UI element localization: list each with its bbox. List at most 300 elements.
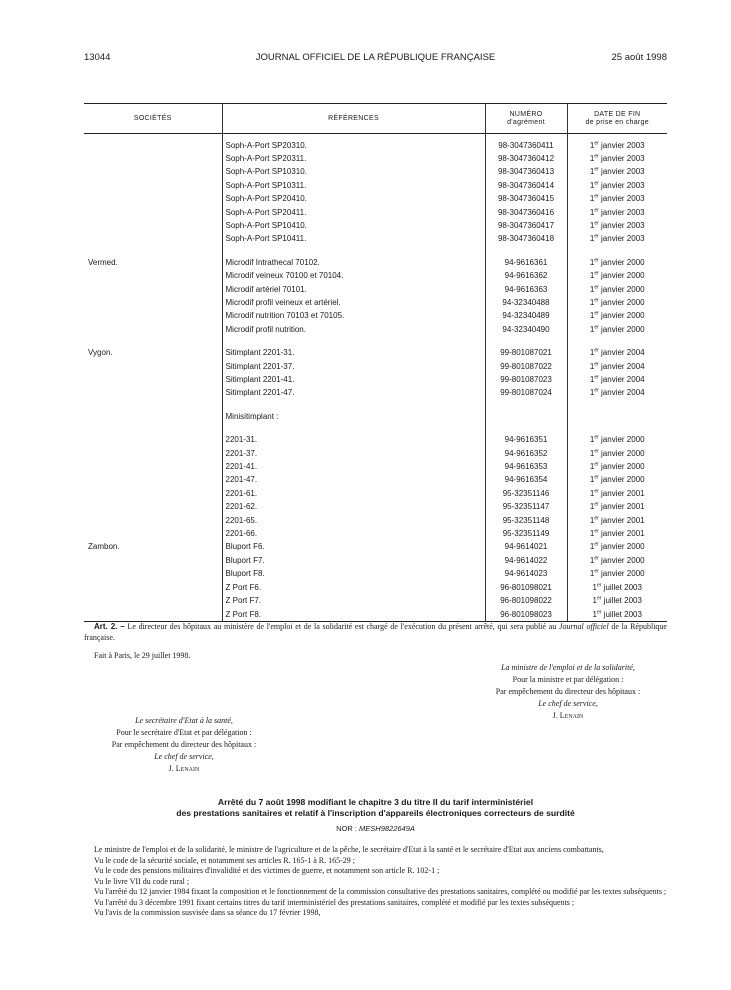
date-rest: janvier 2000 <box>598 271 645 281</box>
reference-cell: Soph-A-Port SP10411. <box>222 232 485 245</box>
date-rest: janvier 2000 <box>598 448 645 458</box>
date-fin-cell <box>567 487 667 500</box>
date-ordinal: er <box>594 166 599 173</box>
date-day: 1 <box>589 475 595 485</box>
reference-cell: 2201-37. <box>222 447 485 460</box>
numero-cell: 94-9614023 <box>485 567 567 580</box>
societe-cell <box>84 527 222 540</box>
date-fin-cell <box>567 594 667 607</box>
date-fin-cell <box>567 179 667 192</box>
table-row <box>84 232 667 245</box>
date-day: 1 <box>589 271 595 281</box>
societe-cell <box>84 283 222 296</box>
date-rest: janvier 2000 <box>598 569 645 579</box>
reference-cell: Microdif profil veineux et artériel. <box>222 296 485 309</box>
numero-cell: 94-9616354 <box>485 473 567 486</box>
date-rest: janvier 2003 <box>598 140 645 150</box>
decree-paragraph: Le ministre de l'emploi et de la solidarité, le ministre de l'agriculture et de la pêche, le secrétaire d'Etat à la santé et le secrétaire d'Etat aux anciens combattants, <box>94 845 604 854</box>
reference-cell: Sitimplant 2201-41. <box>222 373 485 386</box>
date-fin-cell <box>567 540 667 553</box>
table-row <box>84 433 667 446</box>
date-day: 1 <box>589 234 595 244</box>
date-fin-cell <box>567 269 667 282</box>
date-ordinal: er <box>597 582 602 589</box>
numero-cell: 94-32340488 <box>485 296 567 309</box>
date-day: 1 <box>589 167 595 177</box>
date-ordinal: er <box>594 324 599 331</box>
date-fin-cell <box>567 500 667 513</box>
date-day: 1 <box>589 257 595 267</box>
date-day: 1 <box>589 529 595 539</box>
signature-minister <box>458 662 678 722</box>
societe-cell <box>84 473 222 486</box>
date-ordinal: er <box>594 283 599 290</box>
date-rest: janvier 2003 <box>598 234 645 244</box>
numero-cell: 96-801098023 <box>485 608 567 622</box>
reference-cell: Soph-A-Port SP10410. <box>222 219 485 232</box>
societe-cell <box>84 608 222 622</box>
table-row <box>84 594 667 607</box>
table-row <box>84 554 667 567</box>
numero-cell: 94-9616361 <box>485 256 567 269</box>
societe-cell: Vermed. <box>88 257 118 267</box>
date-fin-cell <box>567 581 667 594</box>
numero-cell: 98-3047360416 <box>485 206 567 219</box>
date-day: 1 <box>589 348 595 358</box>
signature-secretary-name: J. Lenain <box>168 764 200 773</box>
table-row <box>84 139 667 152</box>
table-row <box>84 309 667 322</box>
numero-cell: 94-32340490 <box>485 323 567 336</box>
date-day: 1 <box>592 582 597 592</box>
reference-cell: Soph-A-Port SP20311. <box>222 152 485 165</box>
date-day: 1 <box>589 388 595 398</box>
date-rest: janvier 2001 <box>598 515 645 525</box>
societe-cell <box>84 219 222 232</box>
table-row <box>84 206 667 219</box>
table-row <box>84 527 667 540</box>
societe-cell <box>84 309 222 322</box>
date-rest: janvier 2001 <box>598 488 645 498</box>
date-day: 1 <box>589 297 595 307</box>
reference-cell: 2201-65. <box>222 514 485 527</box>
date-ordinal: er <box>594 310 599 317</box>
header-societes: SOCIÉTÉS <box>84 104 222 134</box>
date-day: 1 <box>589 569 595 579</box>
journal-title: JOURNAL OFFICIEL DE LA RÉPUBLIQUE FRANÇAISE <box>255 52 496 63</box>
table-row <box>84 256 667 269</box>
table-body <box>84 134 667 622</box>
signature-minister-empechement: Par empêchement du directeur des hôpitaux : <box>495 687 641 696</box>
date-rest: janvier 2000 <box>598 542 645 552</box>
date-day: 1 <box>589 488 595 498</box>
signature-minister-chef: Le chef de service, <box>538 699 598 708</box>
reference-cell: Z Port F8. <box>222 608 485 622</box>
date-fin-cell <box>567 373 667 386</box>
reference-cell: Bluport F8. <box>222 567 485 580</box>
reference-cell: Microdif profil nutrition. <box>222 323 485 336</box>
numero-cell: 98-3047360411 <box>485 139 567 152</box>
date-rest: juillet 2003 <box>601 582 642 592</box>
reference-cell: Sitimplant 2201-47. <box>222 386 485 399</box>
societe-cell <box>84 232 222 245</box>
date-rest: juillet 2003 <box>601 609 642 619</box>
societe-cell <box>84 487 222 500</box>
date-rest: janvier 2000 <box>598 311 645 321</box>
societe-cell <box>84 460 222 473</box>
date-fin-cell <box>567 346 667 359</box>
table-row <box>84 360 667 373</box>
date-rest: janvier 2004 <box>598 348 645 358</box>
date-ordinal: er <box>594 233 599 240</box>
date-fin-cell <box>567 139 667 152</box>
date-day: 1 <box>589 311 595 321</box>
date-ordinal: er <box>594 528 599 535</box>
numero-cell: 94-9616353 <box>485 460 567 473</box>
numero-cell: 96-801098022 <box>485 594 567 607</box>
date-ordinal: er <box>594 270 599 277</box>
date-day: 1 <box>589 435 595 445</box>
reference-cell: 2201-47. <box>222 473 485 486</box>
table-row <box>84 473 667 486</box>
signature-secretary-empechement: Par empêchement du directeur des hôpitaux : <box>111 740 257 749</box>
table-row <box>84 447 667 460</box>
reference-cell: 2201-31. <box>222 433 485 446</box>
decree-title-line1: Arrêté du 7 août 1998 modifiant le chapitre 3 du titre II du tarif interministériel <box>217 797 534 807</box>
numero-cell <box>485 410 567 423</box>
decree-paragraph: Vu le livre VII du code rural ; <box>94 876 190 886</box>
societe-cell <box>84 500 222 513</box>
reference-cell: Soph-A-Port SP10310. <box>222 165 485 178</box>
table-row <box>84 323 667 336</box>
table-row <box>84 608 667 622</box>
date-fin-cell <box>567 165 667 178</box>
date-fin-cell <box>567 296 667 309</box>
reference-cell: 2201-61. <box>222 487 485 500</box>
date-rest: janvier 2003 <box>598 207 645 217</box>
date-ordinal: er <box>594 555 599 562</box>
table-row <box>84 165 667 178</box>
societe-cell <box>84 514 222 527</box>
date-day: 1 <box>589 324 595 334</box>
date-day: 1 <box>589 220 595 230</box>
approval-table <box>84 103 667 622</box>
date-fin-cell <box>567 192 667 205</box>
date-rest: janvier 2000 <box>598 257 645 267</box>
date-rest: janvier 2000 <box>598 284 645 294</box>
date-fin-cell <box>567 206 667 219</box>
societe-cell <box>84 179 222 192</box>
societe-cell <box>84 447 222 460</box>
signature-secretary-title: Le secrétaire d'Etat à la santé, <box>135 716 233 725</box>
table-row <box>84 152 667 165</box>
societe-cell <box>84 373 222 386</box>
reference-cell: Microdif Intrathecal 70102. <box>222 256 485 269</box>
reference-cell: Microdif veineux 70100 et 70104. <box>222 269 485 282</box>
table-row <box>84 346 667 359</box>
date-ordinal: er <box>594 501 599 508</box>
societe-cell <box>84 360 222 373</box>
date-day: 1 <box>589 207 595 217</box>
numero-cell: 95-32351146 <box>485 487 567 500</box>
signature-secretary-chef: Le chef de service, <box>154 752 214 761</box>
societe-cell <box>84 581 222 594</box>
date-rest: janvier 2000 <box>598 475 645 485</box>
date-day: 1 <box>589 140 595 150</box>
date-ordinal: er <box>594 257 599 264</box>
numero-cell: 98-3047360413 <box>485 165 567 178</box>
reference-cell: 2201-41. <box>222 460 485 473</box>
date-ordinal: er <box>594 447 599 454</box>
date-fin-cell <box>567 608 667 622</box>
issue-date: 25 août 1998 <box>611 52 667 63</box>
table-row <box>84 283 667 296</box>
numero-cell: 94-32340489 <box>485 309 567 322</box>
date-rest: janvier 2001 <box>598 502 645 512</box>
societe-cell <box>84 410 222 423</box>
table-spacer-row <box>84 400 667 410</box>
reference-cell: Sitimplant 2201-37. <box>222 360 485 373</box>
header-references: RÉFÉRENCES <box>222 104 485 134</box>
date-fin-cell <box>567 447 667 460</box>
societe-cell <box>84 554 222 567</box>
date-ordinal: er <box>594 139 599 146</box>
table-row <box>84 179 667 192</box>
date-fin-cell <box>567 360 667 373</box>
numero-cell: 99-801087021 <box>485 346 567 359</box>
header-date-fin: DATE DE FIN de prise en charge <box>567 104 667 134</box>
date-day: 1 <box>589 502 595 512</box>
date-day: 1 <box>589 542 595 552</box>
date-ordinal: er <box>594 474 599 481</box>
date-ordinal: er <box>594 374 599 381</box>
article-2-journal: Journal officiel <box>558 622 609 631</box>
reference-cell: Z Port F6. <box>222 581 485 594</box>
date-rest: janvier 2003 <box>598 167 645 177</box>
date-rest: janvier 2003 <box>598 220 645 230</box>
societe-cell <box>84 269 222 282</box>
date-day: 1 <box>592 596 597 606</box>
date-day: 1 <box>592 609 597 619</box>
date-fin-cell <box>567 283 667 296</box>
date-fin-cell <box>567 323 667 336</box>
date-fin-cell <box>567 554 667 567</box>
date-day: 1 <box>589 448 595 458</box>
nor-label: NOR : <box>336 824 357 833</box>
date-day: 1 <box>589 180 595 190</box>
date-ordinal: er <box>594 347 599 354</box>
page-number: 13044 <box>84 52 111 63</box>
signature-secretary-delegation: Pour le secrétaire d'Etat et par délégation : <box>116 728 252 737</box>
article-2-label: Art. 2. – <box>94 622 125 631</box>
reference-cell: Soph-A-Port SP20310. <box>222 139 485 152</box>
numero-cell: 94-9616363 <box>485 283 567 296</box>
societe-cell: Zambon. <box>88 542 120 552</box>
date-fin-cell <box>567 460 667 473</box>
table-spacer-row <box>84 423 667 433</box>
societe-cell <box>84 206 222 219</box>
date-fin-cell <box>567 152 667 165</box>
date-fin-cell <box>567 433 667 446</box>
date-ordinal: er <box>594 515 599 521</box>
reference-cell: 2201-62. <box>222 500 485 513</box>
societe-cell <box>84 433 222 446</box>
reference-cell: Sitimplant 2201-31. <box>222 346 485 359</box>
date-day: 1 <box>589 284 595 294</box>
date-rest: janvier 2003 <box>598 194 645 204</box>
numero-cell: 94-9616352 <box>485 447 567 460</box>
nor-reference <box>84 824 667 833</box>
table-row <box>84 487 667 500</box>
date-ordinal: er <box>594 180 599 187</box>
date-day: 1 <box>589 375 595 384</box>
numero-cell: 94-9616362 <box>485 269 567 282</box>
date-ordinal: er <box>594 387 599 394</box>
date-day: 1 <box>589 153 595 163</box>
societe-cell: Vygon. <box>88 348 113 358</box>
societe-cell <box>84 386 222 399</box>
date-ordinal: er <box>594 360 599 367</box>
date-day: 1 <box>589 555 595 565</box>
date-ordinal: er <box>597 608 602 615</box>
numero-cell: 94-9614021 <box>485 540 567 553</box>
date-rest: janvier 2001 <box>598 529 645 539</box>
reference-cell: Soph-A-Port SP10311. <box>222 179 485 192</box>
table-row <box>84 373 667 386</box>
date-ordinal: er <box>594 153 599 160</box>
date-rest: janvier 2000 <box>598 555 645 565</box>
table-row <box>84 269 667 282</box>
date-rest: janvier 2004 <box>598 361 645 371</box>
decree-body <box>84 845 667 919</box>
numero-cell: 98-3047360415 <box>485 192 567 205</box>
page-header <box>84 52 667 66</box>
numero-cell: 98-3047360414 <box>485 179 567 192</box>
date-fin-cell <box>567 473 667 486</box>
table-row <box>84 500 667 513</box>
reference-cell: Soph-A-Port SP20411. <box>222 206 485 219</box>
numero-cell: 94-9614022 <box>485 554 567 567</box>
decree-paragraph: Vu l'avis de la commission susvisée dans sa séance du 17 février 1998, <box>94 908 321 917</box>
nor-code: MESH9822649A <box>359 824 415 833</box>
date-day: 1 <box>589 515 595 525</box>
table-spacer-row <box>84 336 667 346</box>
reference-cell: Bluport F7. <box>222 554 485 567</box>
numero-cell: 96-801098021 <box>485 581 567 594</box>
societe-cell <box>84 567 222 580</box>
article-2-text: Le directeur des hôpitaux au ministère de l'emploi et de la solidarité est chargé de l'exécution du présent arrêté, qui sera publié au <box>124 622 559 631</box>
decree-paragraph: Vu l'arrêté du 12 janvier 1984 fixant la composition et le fonctionnement de la commission consultative des prestations sanitaires, complété ou modifié par les textes subséquents ; <box>94 887 667 896</box>
numero-cell: 98-3047360417 <box>485 219 567 232</box>
societe-cell <box>84 165 222 178</box>
societe-cell <box>84 323 222 336</box>
reference-cell: 2201-66. <box>222 527 485 540</box>
date-fin-cell <box>567 527 667 540</box>
numero-cell: 94-9616351 <box>485 433 567 446</box>
numero-cell: 95-32351149 <box>485 527 567 540</box>
date-rest: janvier 2004 <box>598 388 645 398</box>
numero-cell: 95-32351148 <box>485 514 567 527</box>
table-row <box>84 192 667 205</box>
header-numero: NUMÉRO d'agrément <box>485 104 567 134</box>
date-day: 1 <box>589 462 595 472</box>
signature-secretary <box>64 715 304 775</box>
table-row <box>84 540 667 553</box>
table-row <box>84 386 667 399</box>
date-ordinal: er <box>594 461 599 468</box>
numero-cell: 98-3047360412 <box>485 152 567 165</box>
date-ordinal: er <box>594 193 599 200</box>
date-fin-cell <box>567 410 667 423</box>
numero-cell: 99-801087022 <box>485 360 567 373</box>
table-row <box>84 581 667 594</box>
decree-title-line2: des prestations sanitaires et relatif à l'inscription d'appareils électroniques correcteurs de surdité <box>176 808 575 818</box>
table-row <box>84 296 667 309</box>
table-row <box>84 219 667 232</box>
societe-cell <box>84 296 222 309</box>
date-ordinal: er <box>594 206 599 213</box>
date-rest: janvier 2004 <box>598 375 645 384</box>
reference-cell: Minisitimplant : <box>222 410 485 423</box>
date-rest: janvier 2003 <box>598 153 645 163</box>
date-fin-cell <box>567 256 667 269</box>
table-row <box>84 567 667 580</box>
date-rest: juillet 2003 <box>601 596 642 606</box>
societe-cell <box>84 192 222 205</box>
date-ordinal: er <box>597 595 602 602</box>
decree-paragraph: Vu le code de la sécurité sociale, et notamment ses articles R. 165-1 à R. 165-29 ; <box>94 855 355 865</box>
numero-cell: 99-801087024 <box>485 386 567 399</box>
date-day: 1 <box>589 194 595 204</box>
table-row <box>84 410 667 423</box>
decree-paragraph: Vu l'arrêté du 3 décembre 1991 fixant certains titres du tarif interministériel des prestations sanitaires, complété et modifié par les textes subséquents ; <box>94 897 575 907</box>
signature-minister-delegation: Pour la ministre et par délégation : <box>512 675 624 684</box>
date-fin-cell <box>567 232 667 245</box>
table-header-row <box>84 104 667 134</box>
table-spacer-row <box>84 246 667 256</box>
decree-title <box>84 797 667 819</box>
date-rest: janvier 2000 <box>598 297 645 307</box>
date-fin-cell <box>567 514 667 527</box>
numero-cell: 95-32351147 <box>485 500 567 513</box>
date-ordinal: er <box>594 488 599 495</box>
date-rest: janvier 2000 <box>598 435 645 445</box>
date-ordinal: er <box>594 434 599 441</box>
date-fin-cell <box>567 567 667 580</box>
societe-cell <box>84 152 222 165</box>
societe-cell <box>84 139 222 152</box>
date-ordinal: er <box>594 220 599 227</box>
date-day: 1 <box>589 361 595 371</box>
date-rest: janvier 2003 <box>598 180 645 190</box>
date-fin-cell <box>567 386 667 399</box>
societe-cell <box>84 594 222 607</box>
reference-cell: Z Port F7. <box>222 594 485 607</box>
table-row <box>84 460 667 473</box>
date-ordinal: er <box>594 297 599 304</box>
date-ordinal: er <box>594 568 599 575</box>
numero-cell: 98-3047360418 <box>485 232 567 245</box>
date-rest: janvier 2000 <box>598 462 645 472</box>
done-at-paris: Fait à Paris, le 29 juillet 1998. <box>94 651 191 660</box>
date-fin-cell <box>567 219 667 232</box>
date-rest: janvier 2000 <box>598 324 645 334</box>
date-ordinal: er <box>594 541 599 548</box>
reference-cell: Microdif artériel 70101. <box>222 283 485 296</box>
reference-cell: Bluport F6. <box>222 540 485 553</box>
article-2-text-end: de la République française. <box>84 622 667 642</box>
date-fin-cell <box>567 309 667 322</box>
